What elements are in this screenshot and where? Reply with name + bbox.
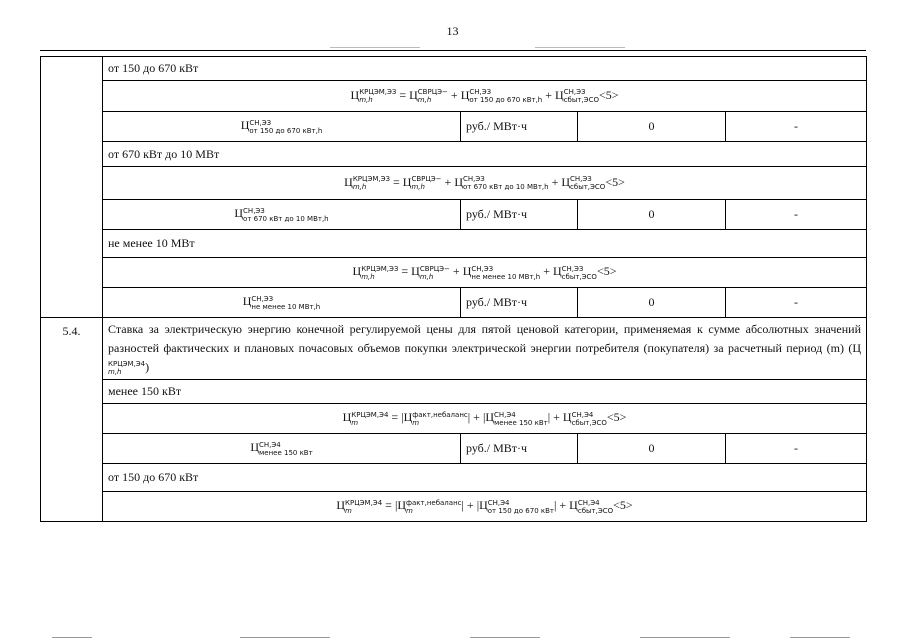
extra-value: - bbox=[726, 288, 867, 318]
scan-mark bbox=[240, 637, 330, 638]
formula-row bbox=[41, 492, 867, 522]
section-number: 5.4. bbox=[41, 318, 103, 522]
formula-row bbox=[41, 167, 867, 200]
param-symbol: Ц СН,ЭЗ от 150 до 670 кВт,h bbox=[103, 112, 461, 142]
unit: руб./ МВт·ч bbox=[461, 288, 578, 318]
unit: руб./ МВт·ч bbox=[461, 434, 578, 464]
formula-row bbox=[41, 81, 867, 112]
section-description: Ставка за электрическую энергию конечной регулируемой цены для пятой ценовой категории, применяемая к сумме абсолютных значений разностей фактических и плановых почасовых объемов покупки электрической энергии потребителя (покупателя) за расчетный период (m) (Ц КРЦЭМ,Э4 m,h ) bbox=[103, 318, 867, 380]
scan-mark bbox=[470, 637, 540, 638]
formula: Ц КРЦЭМ,ЭЗ m,h = Ц СВРЦЭ− m,h + Ц СН,ЭЗ от 670 кВт до 10 МВт,h + Ц СН,ЭЗ сбыт,ЭСО <5> bbox=[103, 167, 867, 200]
top-rule bbox=[40, 50, 866, 51]
row-label bbox=[41, 57, 867, 81]
unit: руб./ МВт·ч bbox=[461, 200, 578, 230]
page-number: 13 bbox=[446, 24, 459, 38]
section-row bbox=[41, 318, 867, 380]
param-row bbox=[41, 434, 867, 464]
extra-value: - bbox=[726, 112, 867, 142]
scan-mark bbox=[330, 47, 420, 48]
row-label bbox=[41, 230, 867, 258]
unit: руб./ МВт·ч bbox=[461, 112, 578, 142]
tariff-table bbox=[40, 56, 867, 522]
param-symbol: Ц СН,Э4 менее 150 кВт bbox=[103, 434, 461, 464]
formula: Ц КРЦЭМ,ЭЗ m,h = Ц СВРЦЭ− m,h + Ц СН,ЭЗ от 150 до 670 кВт,h + Ц СН,ЭЗ сбыт,ЭСО <5> bbox=[103, 81, 867, 112]
scan-mark bbox=[52, 637, 92, 638]
scan-mark bbox=[535, 47, 625, 48]
scan-mark bbox=[640, 637, 730, 638]
extra-value: - bbox=[726, 434, 867, 464]
value: 0 bbox=[578, 200, 726, 230]
formula-row bbox=[41, 404, 867, 434]
param-symbol: Ц СН,ЭЗ от 670 кВт до 10 МВт,h bbox=[103, 200, 461, 230]
formula: Ц КРЦЭМ,Э4 m = |Ц факт,небаланс m | + |Ц СН,Э4 от 150 до 670 кВт | + Ц СН,Э4 сбыт,ЭСО <5> bbox=[103, 492, 867, 522]
scan-mark bbox=[790, 637, 850, 638]
category-label: от 670 кВт до 10 МВт bbox=[103, 142, 867, 167]
category-label: от 150 до 670 кВт bbox=[103, 464, 867, 492]
param-row bbox=[41, 200, 867, 230]
param-row bbox=[41, 112, 867, 142]
category-label: не менее 10 МВт bbox=[103, 230, 867, 258]
param-row bbox=[41, 288, 867, 318]
extra-value: - bbox=[726, 200, 867, 230]
category-label: менее 150 кВт bbox=[103, 380, 867, 404]
row-label bbox=[41, 464, 867, 492]
row-number-cell bbox=[41, 57, 103, 318]
formula-row bbox=[41, 258, 867, 288]
category-label: от 150 до 670 кВт bbox=[103, 57, 867, 81]
param-symbol: Ц СН,ЭЗ не менее 10 МВт,h bbox=[103, 288, 461, 318]
row-label bbox=[41, 380, 867, 404]
value: 0 bbox=[578, 434, 726, 464]
value: 0 bbox=[578, 112, 726, 142]
row-label bbox=[41, 142, 867, 167]
value: 0 bbox=[578, 288, 726, 318]
formula: Ц КРЦЭМ,Э4 m = |Ц факт,небаланс m | + |Ц СН,Э4 менее 150 кВт | + Ц СН,Э4 сбыт,ЭСО <5> bbox=[103, 404, 867, 434]
formula: Ц КРЦЭМ,ЭЗ m,h = Ц СВРЦЭ− m,h + Ц СН,ЭЗ не менее 10 МВт,h + Ц СН,ЭЗ сбыт,ЭСО <5> bbox=[103, 258, 867, 288]
